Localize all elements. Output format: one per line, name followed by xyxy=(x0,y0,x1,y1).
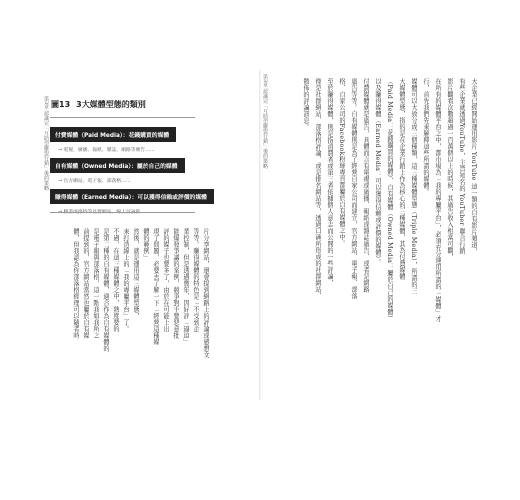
left-text-column: 等等。賺得媒體的特色是「不受到企 xyxy=(192,228,199,332)
right-text-column: 大企業已經開始運用影片 YouTube 這一類的自有影片頻道， xyxy=(470,78,477,255)
left-text-column: 能爆發爭議的案例，競爭對手要惡意批 xyxy=(172,228,179,339)
right-text-column: （Paid Media：花錢購買的媒體）、自有媒體（Owned Media：屬於自己的媒體） xyxy=(386,78,393,322)
figure-bottom-rule xyxy=(50,212,195,213)
figure-item-title: 自有媒體（Owned Media）：屬於自己的媒體 xyxy=(50,158,185,173)
left-text-column: 體的範例」 xyxy=(142,228,149,261)
left-text-column: 然後，就是運用這三媒體型態， xyxy=(132,228,139,319)
right-text-column: 以及賺得媒體（Earned Media：可以獲得信賴或評價的媒體）。 xyxy=(374,78,381,266)
left-text-column: 不過，在這三種媒體之中，熱度要的 xyxy=(112,228,119,332)
figure-caption: 3大媒體型態的類別 xyxy=(76,100,146,109)
figure-title xyxy=(51,99,152,110)
left-text-column: 前提到的，官方網站當然也屬於自有媒 xyxy=(82,228,89,339)
right-running-head: 第3章 認識完「互助型聯盟行銷」後的策略 xyxy=(262,74,268,169)
right-text-column: 行，首先我們先來解釋這些所謂的媒體。 xyxy=(422,78,429,195)
right-text-column: 至於賺得媒體，則是指消費者或第三者依據個人意志而公開的一些評論， xyxy=(326,78,333,286)
right-text-column: 廣告等等。自有媒體則是為了經營自家公司而建立，官方網站、電子報、部落 xyxy=(350,78,357,299)
right-text-column: 大媒體型態，指的是在企業行銷上作為核心的三種媒體，其為付費媒體 xyxy=(398,78,405,280)
right-text-column: 影片觀看次數超過一百萬個以上的時候，其廣告收入相當可觀， xyxy=(446,78,453,260)
left-text-column: 來打造線上的「我的專屬平台」了。 xyxy=(122,228,129,332)
left-text-column: 片分享網站，還會提到網路上的評論或感想文 xyxy=(202,228,209,358)
figure-item-owned xyxy=(50,153,200,184)
figure-item-paid xyxy=(50,122,200,153)
right-text-column: 有些企業就透過YouTube，主旨知名的 YouTuber 聯合行銷 xyxy=(458,78,465,254)
right-text-column: 像是社群網站、部落格評論、或是排名網站等，透過口碑所形成的社群網站、 xyxy=(314,78,321,299)
figure-item-desc: → 臉書或推特等社群網站、線上討論區…… xyxy=(58,210,150,215)
figure-item-desc: → 官方網站、電子報、部落格…… xyxy=(58,179,131,184)
left-text-column: 評的媒子也要多了，由於在可能上出 xyxy=(162,228,169,332)
left-text-column: 業控制，但是透過幾年、因好評「逼迫」 xyxy=(182,228,189,345)
left-text-column: 是第二種的自有媒體，適合作為自有媒體的 xyxy=(102,228,109,352)
figure-item-earned xyxy=(50,184,207,215)
right-text-column: 格、自家公司的Facebook粉絲專頁都屬於自有媒體之中。 xyxy=(338,78,345,247)
figure-top-rule xyxy=(50,117,195,118)
figure-label: 圖13 xyxy=(51,100,71,109)
figure-item-title: 付費媒體（Paid Media）：花錢購買的媒體 xyxy=(50,127,176,142)
left-text-column: 體，但我認為你部落格經理可以隨者時 xyxy=(72,228,79,339)
left-running-head: 第3章 認識完「互助型聯盟行銷」後的策略 xyxy=(43,96,49,191)
figure-item-desc: → 電視、廣播、報紙、雜誌、網路等廣告…… xyxy=(58,148,155,153)
figure-item-title: 賺得媒體（Earned Media）：可以獲得信賴或評價的媒體 xyxy=(50,189,214,204)
right-text-column: 散佈的評論訊息。 xyxy=(302,78,309,130)
right-text-column: 媒體可以大致分成三個種類，這三種媒體型態（Triple Media），所謂的三 xyxy=(410,78,417,294)
right-text-column: 在所有的媒體平台之中，都市場為「我的專屬平台」，必須充分運用所謂的「媒體」才 xyxy=(434,78,441,322)
left-text-column: 現了問題，必要去了解一下「經營這種媒 xyxy=(152,228,159,345)
right-text-column: 付費媒體就是廣告，具體而言有電視或廣播、報紙或雜誌廣告、或者是網路 xyxy=(362,78,369,293)
left-text-column: 是電子報與部落格，這一點我如我所之 xyxy=(92,228,99,339)
